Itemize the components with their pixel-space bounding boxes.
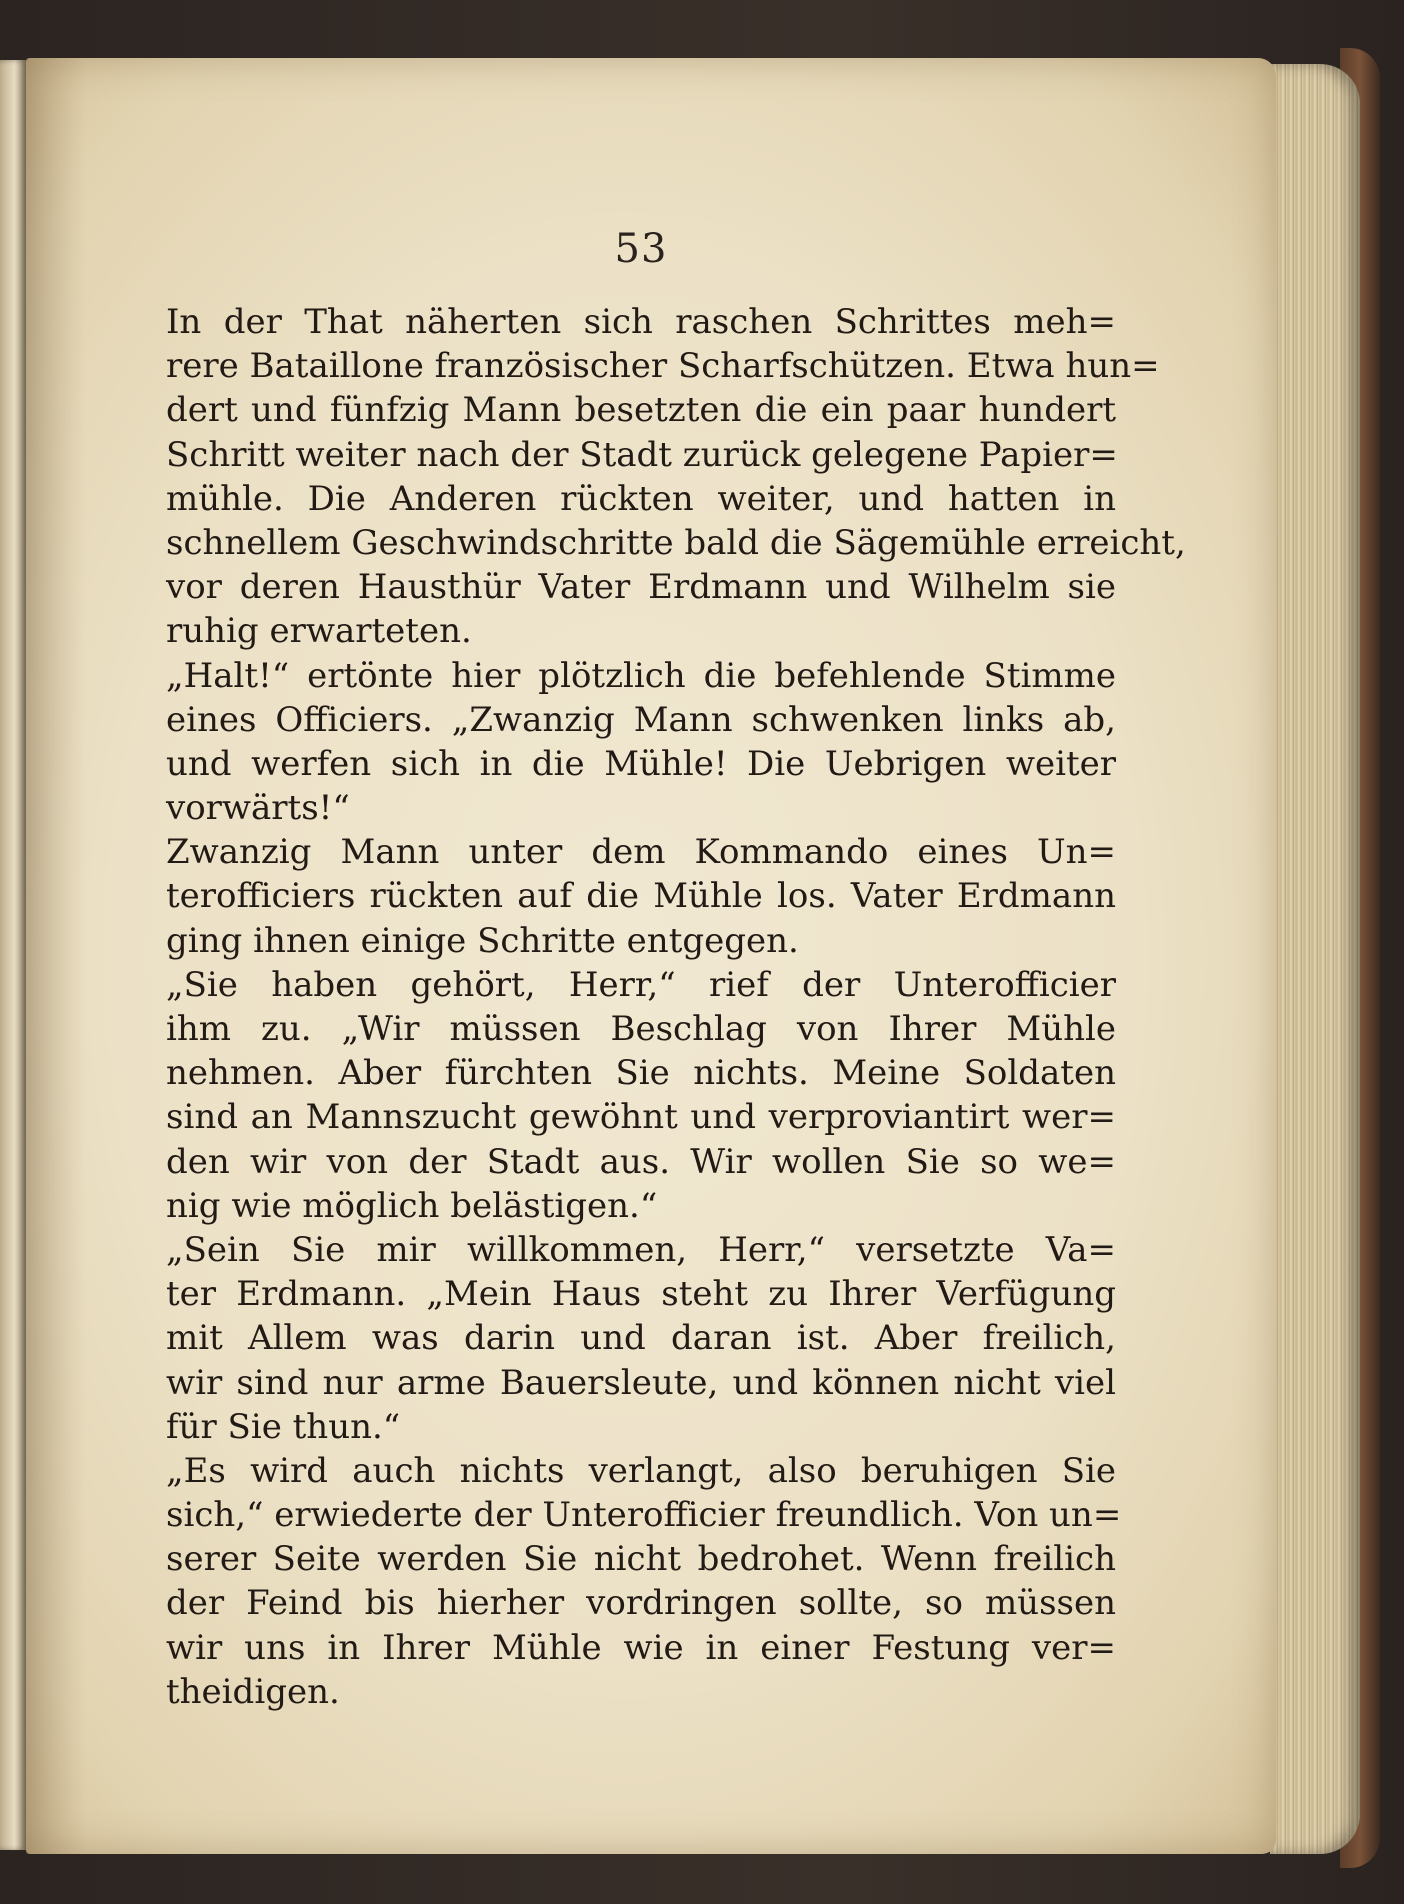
book-page	[26, 58, 1276, 1854]
text-line: Zwanzig Mann unter dem Kommando eines Un=	[166, 832, 1116, 873]
text-line: theidigen.	[166, 1671, 340, 1712]
text-line: vorwärts!“	[166, 788, 350, 829]
text-line: ruhig erwarteten.	[166, 611, 472, 652]
text-line: ter Erdmann. „Mein Haus steht zu Ihrer Verfügung	[166, 1274, 1116, 1315]
text-line: ging ihnen einige Schritte entgegen.	[166, 920, 799, 961]
text-line: dert und fünfzig Mann besetzten die ein paar hundert	[166, 390, 1116, 431]
text-line: terofficiers rückten auf die Mühle los. Vater Erdmann	[166, 876, 1116, 917]
text-line: wir sind nur arme Bauersleute, und können nicht viel	[166, 1362, 1116, 1403]
text-line: der Feind bis hierher vordringen sollte, so müssen	[166, 1583, 1116, 1624]
text-line: wir uns in Ihrer Mühle wie in einer Festung ver=	[166, 1627, 1116, 1668]
previous-page-edge	[0, 60, 26, 1850]
text-line: „Sie haben gehört, Herr,“ rief der Unterofficier	[166, 964, 1116, 1005]
text-line: In der That näherten sich raschen Schrittes meh=	[166, 302, 1116, 342]
text-line: für Sie thun.“	[166, 1406, 401, 1447]
text-line: den wir von der Stadt aus. Wir wollen Sie so we=	[166, 1141, 1116, 1182]
text-line: „Halt!“ ertönte hier plötzlich die befehlende Stimme	[166, 655, 1116, 696]
text-line: nehmen. Aber fürchten Sie nichts. Meine Soldaten	[166, 1053, 1116, 1094]
text-line: schnellem Geschwindschritte bald die Sägemühle erreicht,	[166, 522, 1186, 563]
text-line: ihm zu. „Wir müssen Beschlag von Ihrer Mühle	[166, 1009, 1116, 1049]
text-line: Schritt weiter nach der Stadt zurück gelegene Papier=	[166, 434, 1118, 475]
text-line: eines Officiers. „Zwanzig Mann schwenken links ab,	[166, 699, 1116, 740]
page-number: 53	[614, 226, 668, 272]
text-line: vor deren Hausthür Vater Erdmann und Wilhelm sie	[166, 567, 1116, 608]
text-line: und werfen sich in die Mühle! Die Uebrigen weiter	[166, 743, 1116, 784]
text-line: sind an Mannszucht gewöhnt und verproviantirt wer=	[166, 1097, 1116, 1138]
page-text	[166, 300, 1186, 1714]
text-line: mühle. Die Anderen rückten weiter, und hatten in	[166, 478, 1116, 519]
text-line: nig wie möglich belästigen.“	[166, 1185, 658, 1226]
text-line: „Sein Sie mir willkommen, Herr,“ versetzte Va=	[166, 1229, 1116, 1270]
text-line: mit Allem was darin und daran ist. Aber freilich,	[166, 1318, 1116, 1359]
page-edges	[1270, 64, 1360, 1854]
text-line: sich,“ erwiederte der Unterofficier freundlich. Von un=	[166, 1495, 1122, 1536]
text-line: „Es wird auch nichts verlangt, also beruhigen Sie	[166, 1450, 1116, 1491]
text-line: rere Bataillone französischer Scharfschützen. Etwa hun=	[166, 346, 1160, 387]
text-line: serer Seite werden Sie nicht bedrohet. Wenn freilich	[166, 1539, 1116, 1580]
